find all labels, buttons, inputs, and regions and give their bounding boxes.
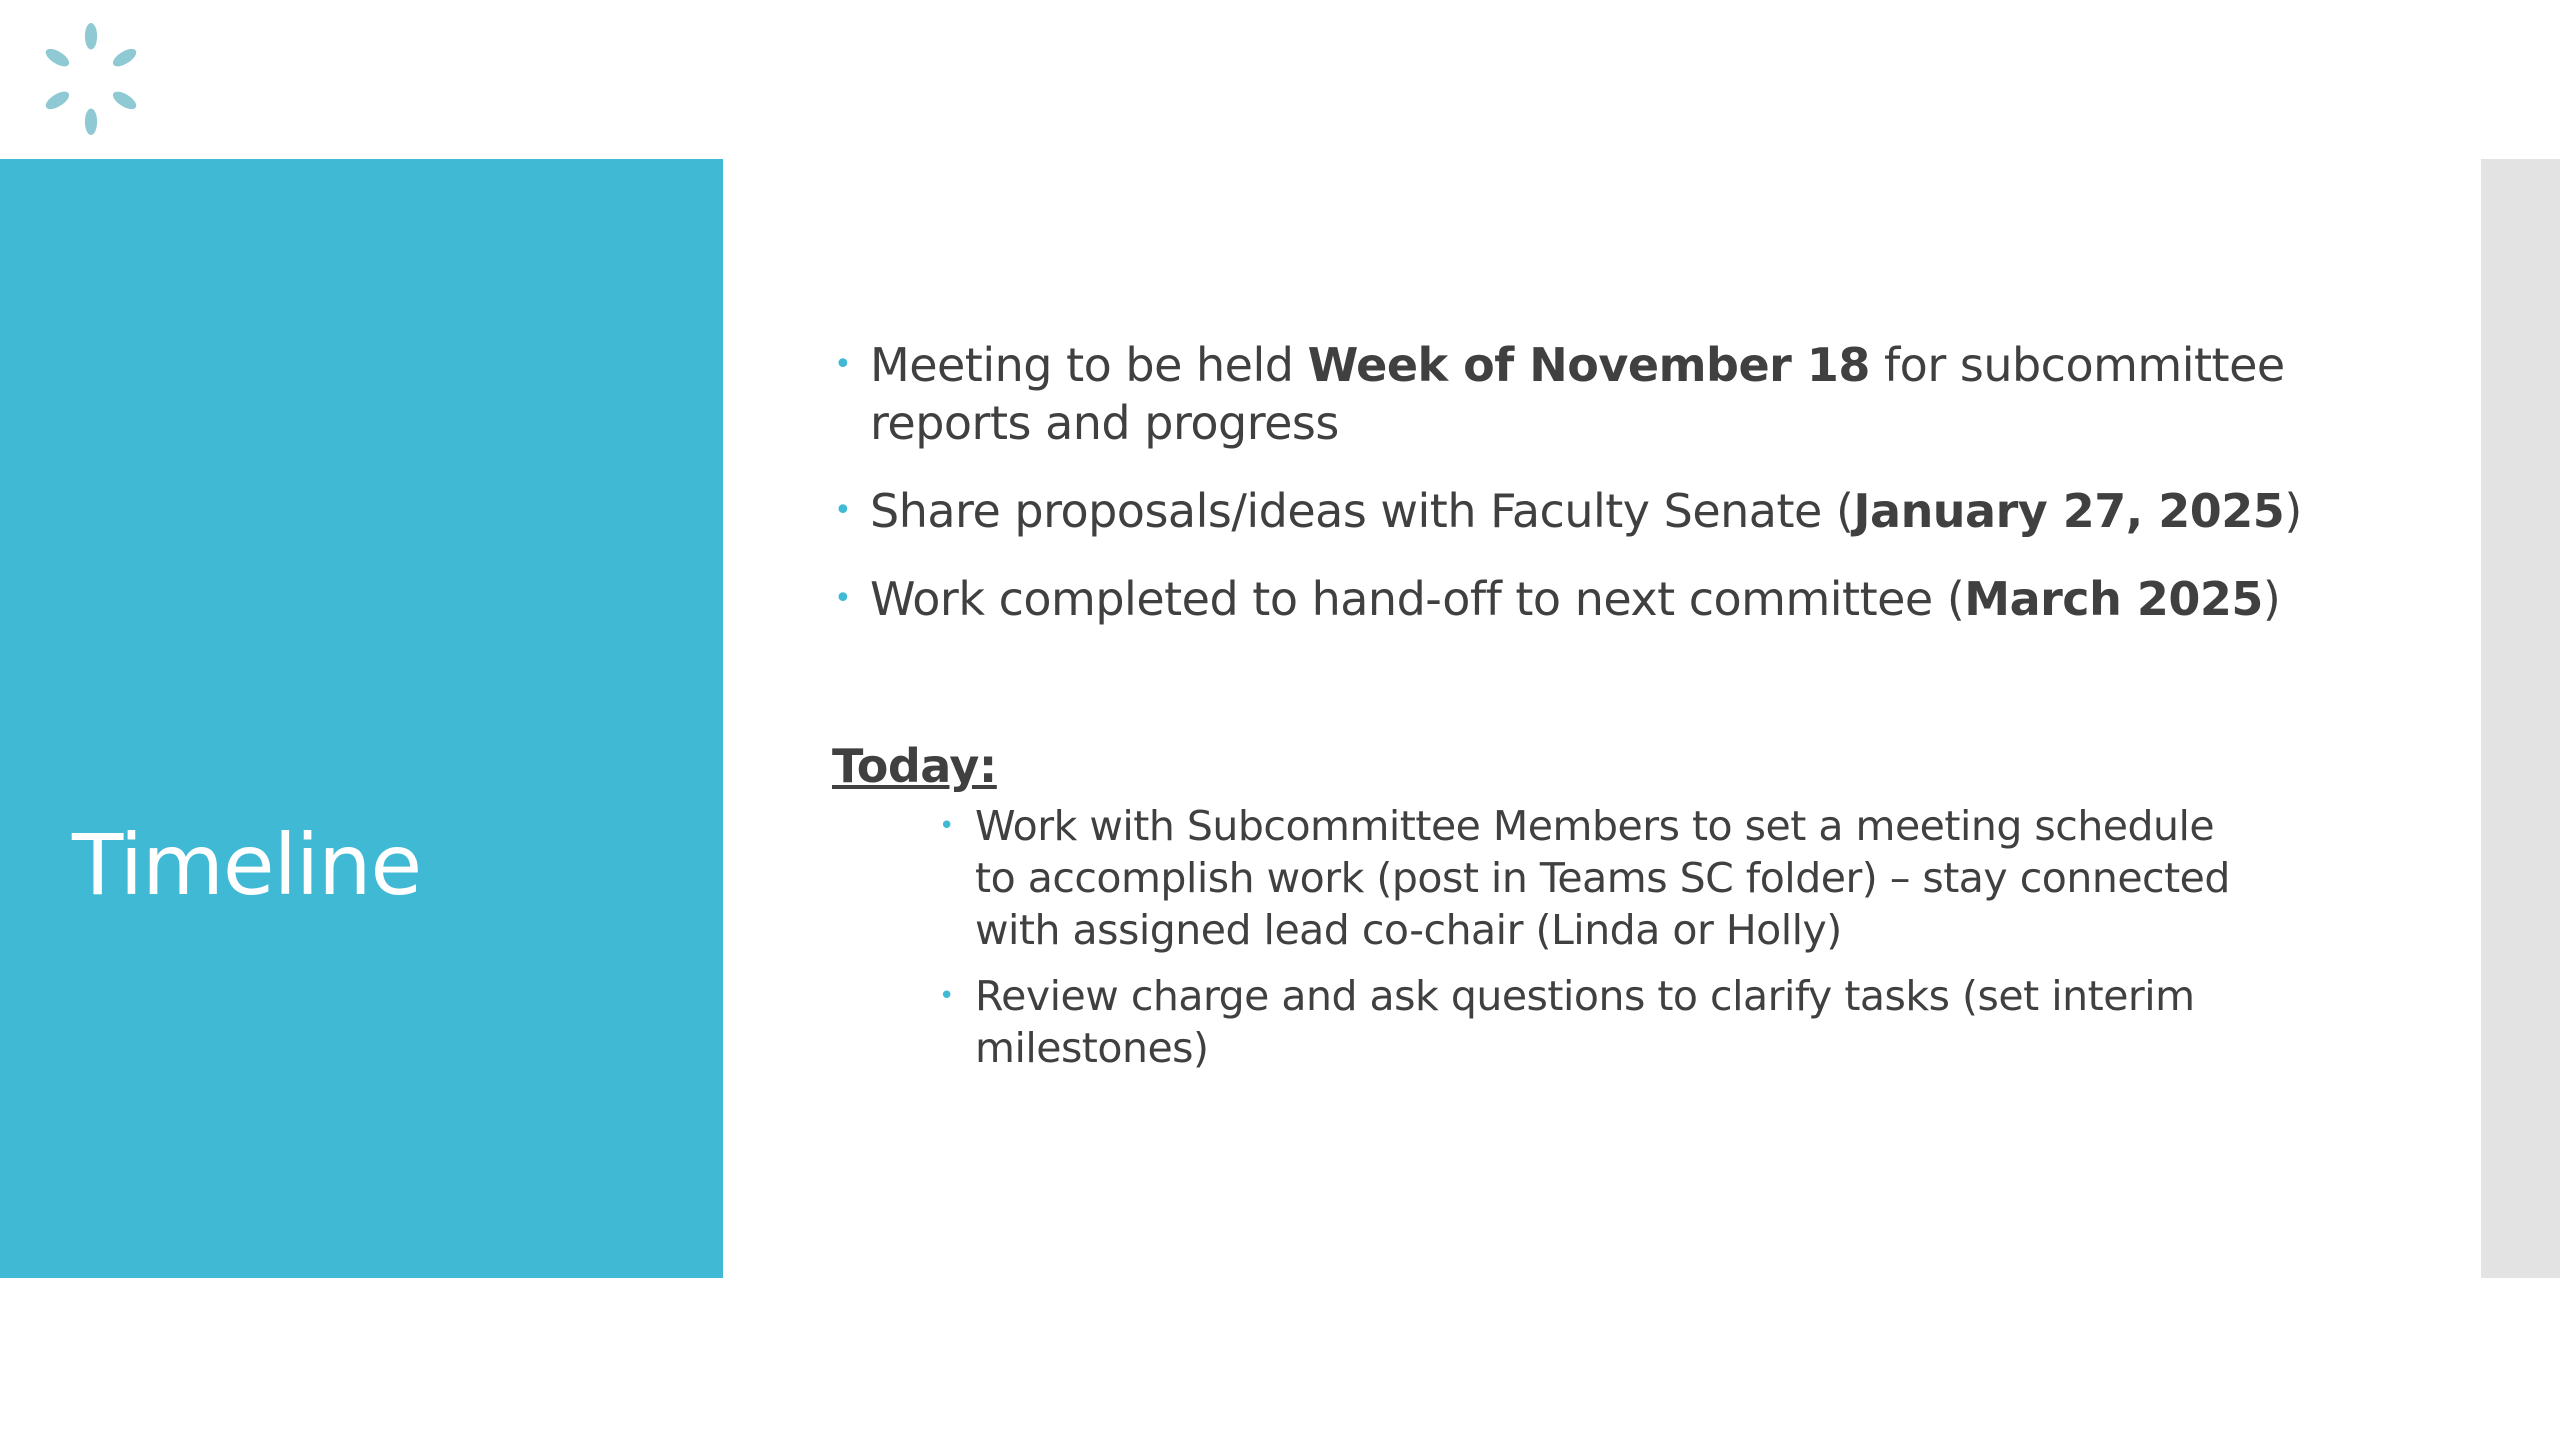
timeline-item <box>832 570 2332 628</box>
today-item <box>937 800 2237 956</box>
item-date: Week of November 18 <box>1307 338 1870 392</box>
timeline-item <box>832 482 2332 540</box>
today-heading: Today: <box>832 739 997 793</box>
today-item-text: Review charge and ask questions to clarify tasks (set interim milestones) <box>975 972 2195 1072</box>
bullet-icon: • <box>834 347 852 382</box>
item-text: Work completed to hand-off to next committee ( <box>870 572 1965 626</box>
item-date: March 2025 <box>1964 572 2263 626</box>
item-text: ) <box>2262 572 2281 626</box>
today-list <box>937 800 2237 1074</box>
today-item-text: Work with Subcommittee Members to set a meeting schedule to accomplish work (post in Teams SC folder) – stay connected with assigned lead co-chair (Linda or Holly) <box>975 802 2230 954</box>
content-area <box>832 336 2332 1088</box>
right-side-bar <box>2481 159 2560 1278</box>
item-text: for subcommittee reports and progress <box>870 338 2285 450</box>
item-text: Meeting to be held <box>870 338 1308 392</box>
timeline-item <box>832 336 2332 452</box>
item-date: January 27, 2025 <box>1853 484 2285 538</box>
title-panel <box>0 159 723 1278</box>
today-item <box>937 970 2237 1074</box>
timeline-list <box>832 336 2332 628</box>
item-text: Share proposals/ideas with Faculty Senate ( <box>870 484 1854 538</box>
bullet-icon: • <box>939 981 954 1011</box>
bullet-icon: • <box>939 811 954 841</box>
sparkle-logo-icon <box>40 22 142 136</box>
bullet-icon: • <box>834 581 852 616</box>
bullet-icon: • <box>834 493 852 528</box>
slide-title: Timeline <box>72 816 422 914</box>
item-text: ) <box>2284 484 2302 538</box>
